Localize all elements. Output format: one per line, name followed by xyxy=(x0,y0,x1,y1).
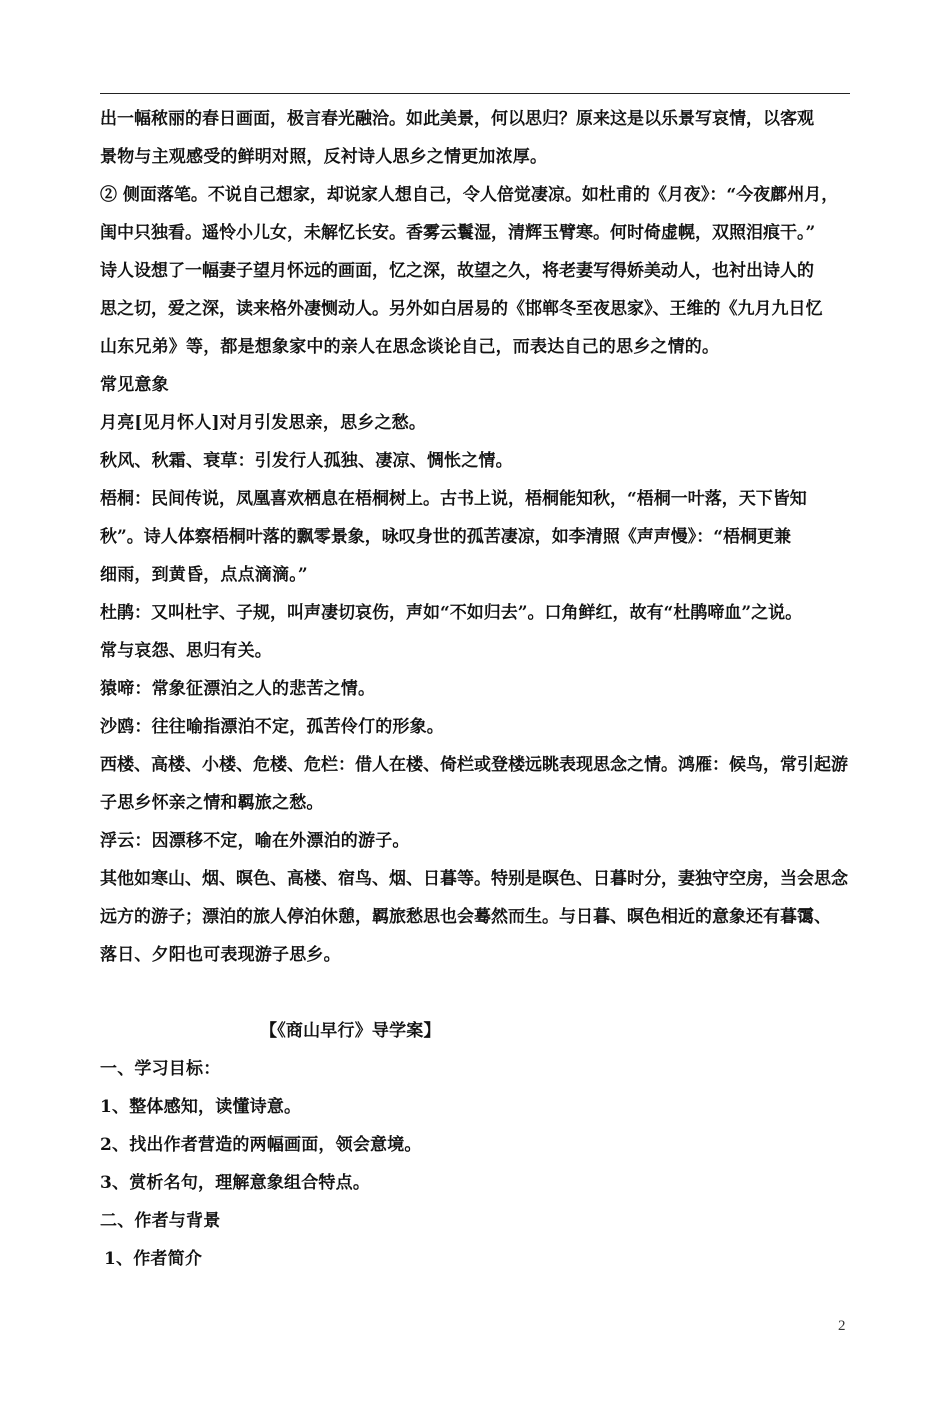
text-line: 秋”。诗人体察梧桐叶落的飘零景象，咏叹身世的孤苦凄凉，如李清照《声声慢》：“梧桐更兼 xyxy=(100,527,792,547)
text-line: ② 侧面落笔。不说自己想家，却说家人想自己，令人倍觉凄凉。如杜甫的《月夜》：“今夜鄜州月， xyxy=(100,185,839,205)
text-line: 3、赏析名句，理解意象组合特点。 xyxy=(100,1173,371,1193)
text-line: 诗人设想了一幅妻子望月怀远的画面，忆之深，故望之久，将老妻写得娇美动人，也衬出诗人的 xyxy=(100,261,814,281)
text-line: 常与哀怨、思归有关。 xyxy=(100,641,272,661)
text-line: 子思乡怀亲之情和羁旅之愁。 xyxy=(100,793,324,813)
text-line: 沙鸥：往往喻指漂泊不定，孤苦伶仃的形象。 xyxy=(100,717,444,737)
text-line: 其他如寒山、烟、暝色、高楼、宿鸟、烟、日暮等。特别是暝色、日暮时分，妻独守空房，当会思念 xyxy=(100,869,848,889)
text-line: 2、找出作者营造的两幅画面，领会意境。 xyxy=(100,1135,422,1155)
text-line: 秋风、秋霜、衰草：引发行人孤独、凄凉、惆怅之情。 xyxy=(100,451,513,471)
text-line: 梧桐：民间传说，凤凰喜欢栖息在梧桐树上。古书上说，梧桐能知秋，“梧桐一叶落，天下皆知 xyxy=(100,489,807,509)
text-line: 落日、夕阳也可表现游子思乡。 xyxy=(100,945,341,965)
text-line: 一、学习目标： xyxy=(100,1059,221,1079)
spacer xyxy=(100,974,860,1012)
text-line: 月亮[见月怀人]对月引发思亲，思乡之愁。 xyxy=(100,413,427,433)
text-line: 山东兄弟》等，都是想象家中的亲人在思念谈论自己，而表达自己的思乡之情的。 xyxy=(100,337,720,357)
section-title: 【《商山早行》导学案】 xyxy=(260,1021,441,1041)
text-line: 二、作者与背景 xyxy=(100,1211,221,1231)
text-line: 1、作者简介 xyxy=(104,1249,203,1269)
text-line: 1、整体感知，读懂诗意。 xyxy=(100,1097,302,1117)
text-line: 细雨，到黄昏，点点滴滴。” xyxy=(100,565,308,585)
text-line: 猿啼：常象征漂泊之人的悲苦之情。 xyxy=(100,679,376,699)
heading-common-imagery: 常见意象 xyxy=(100,375,169,395)
text-line: 浮云：因漂移不定，喻在外漂泊的游子。 xyxy=(100,831,410,851)
page-number: 2 xyxy=(838,1318,846,1334)
text-line: 杜鹃：又叫杜宇、子规，叫声凄切哀伤，声如“不如归去”。口角鲜红，故有“杜鹃啼血”之说。 xyxy=(100,603,803,623)
text-line: 景物与主观感受的鲜明对照，反衬诗人思乡之情更加浓厚。 xyxy=(100,147,548,167)
header-rule xyxy=(100,93,850,94)
text-line: 远方的游子；漂泊的旅人停泊休憩，羁旅愁思也会蓦然而生。与日暮、暝色相近的意象还有暮霭、 xyxy=(100,907,831,927)
text-line: 思之切，爱之深，读来格外凄恻动人。另外如白居易的《邯郸冬至夜思家》、王维的《九月九日忆 xyxy=(100,299,823,319)
text-line: 出一幅秾丽的春日画面，极言春光融洽。如此美景，何以思归？原来这是以乐景写哀情，以客观 xyxy=(100,109,814,129)
body-text xyxy=(100,100,860,1278)
text-line: 西楼、高楼、小楼、危楼、危栏：借人在楼、倚栏或登楼远眺表现思念之情。鸿雁：候鸟，常引起游 xyxy=(100,755,848,775)
text-line: 闺中只独看。遥怜小儿女，未解忆长安。香雾云鬟湿，清辉玉臂寒。何时倚虚幌，双照泪痕干。” xyxy=(100,223,816,243)
